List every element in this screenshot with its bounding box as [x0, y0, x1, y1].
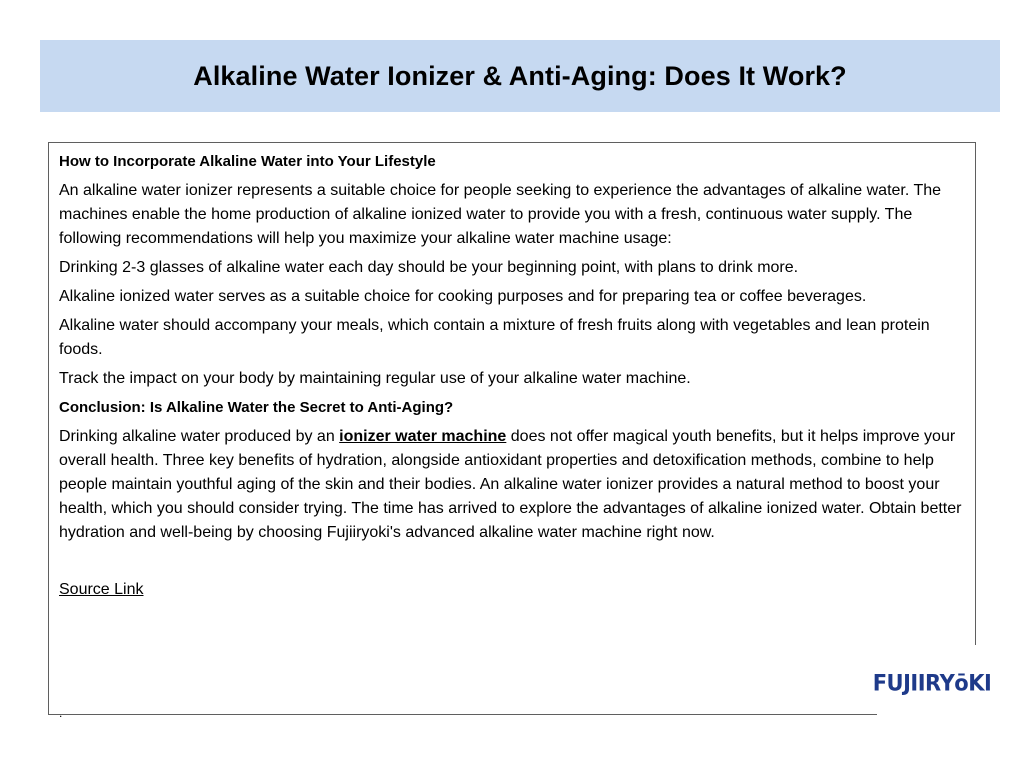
ionizer-water-machine-link[interactable]: ionizer water machine — [339, 428, 507, 445]
tip-item-1: Drinking 2-3 glasses of alkaline water each day should be your beginning point, with plans to drink more. — [59, 259, 799, 276]
intro-paragraph: An alkaline water ionizer represents a suitable choice for people seeking to experience the advantages of alkaline water. The machines enable the home production of alkaline ionized water to provide you with a fresh, continuous water supply. The following recommendations will help you maximize your alkaline water machine usage: — [59, 182, 942, 247]
conclusion-text-start: Drinking alkaline water produced by an — [59, 428, 340, 445]
stray-mark: . — [59, 706, 63, 720]
source-link[interactable]: Source Link — [59, 581, 144, 598]
section-heading-conclusion: Conclusion: Is Alkaline Water the Secret to Anti-Aging? — [59, 399, 454, 416]
source-link-row — [59, 545, 965, 602]
conclusion-paragraph — [59, 425, 965, 545]
tip-item-4: Track the impact on your body by maintaining regular use of your alkaline water machine. — [59, 370, 691, 387]
logo-text: FUJIIRYōKI — [872, 669, 992, 696]
fujiiryoki-logo — [872, 645, 992, 720]
section-heading-lifestyle: How to Incorporate Alkaline Water into Your Lifestyle — [59, 153, 436, 170]
conclusion-text-end: does not offer magical youth benefits, but it helps improve your overall health. Three key benefits of hydration, alongside antioxidant properties and detoxification methods, combine to help people maintain youthful aging of the skin and their bodies. An alkaline water ionizer provides a natural method to boost your health, which you should consider trying. The time has arrived to explore the advantages of alkaline ionized water. Obtain better hydration and well-being by choosing Fujiiryoki's advanced alkaline water machine right now. — [59, 428, 962, 541]
content-box — [48, 142, 976, 715]
tip-item-2: Alkaline ionized water serves as a suitable choice for cooking purposes and for preparing tea or coffee beverages. — [59, 288, 867, 305]
page-title: Alkaline Water Ionizer & Anti-Aging: Does It Work? — [193, 60, 847, 91]
tip-item-3: Alkaline water should accompany your meals, which contain a mixture of fresh fruits along with vegetables and lean protein foods. — [59, 317, 930, 358]
title-banner — [40, 40, 1000, 112]
